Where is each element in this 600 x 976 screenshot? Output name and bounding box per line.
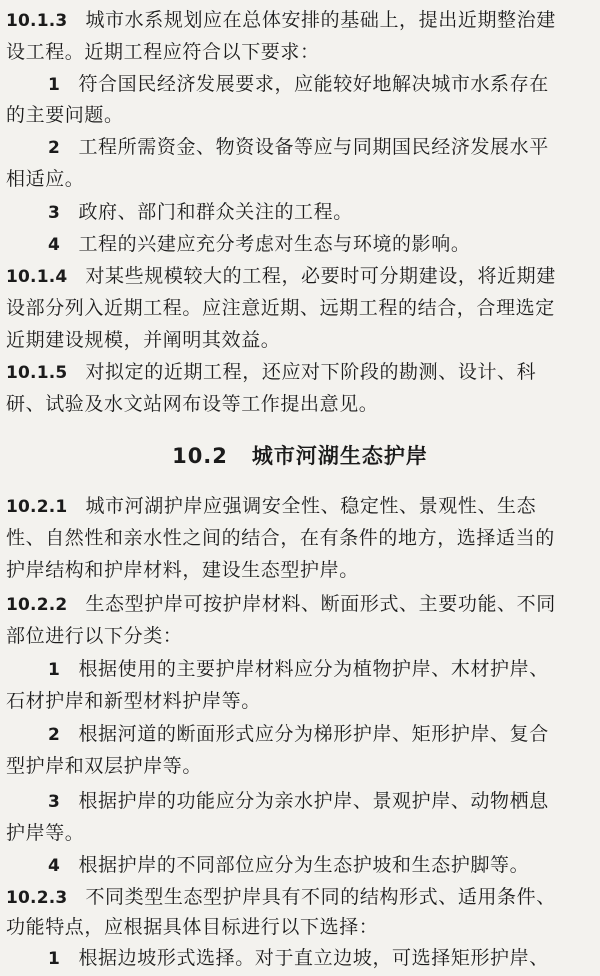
item-number: 4 [48,856,61,876]
clause-10-2-3-line-1 [6,883,592,912]
item-text: 工程所需资金、物资设备等应与同期国民经济发展水平 [78,136,549,158]
clause-10-1-3-line-1 [6,6,592,35]
item-number: 4 [48,235,61,255]
item-text: 根据边坡形式选择。对于直立边坡，可选择矩形护岸、 [78,947,549,969]
item-4-line-1 [48,230,592,259]
item-number: 1 [48,949,61,969]
clause-10-1-4-line-3: 近期建设规模，并阐明其效益。 [6,329,281,351]
item-1-line-1 [48,655,592,684]
item-2-line-2: 型护岸和双层护岸等。 [6,755,203,777]
clause-10-2-2-line-1 [6,590,592,619]
clause-10-2-1-line-3: 护岸结构和护岸材料，建设生态型护岸。 [6,559,359,581]
clause-10-1-3-line-2: 设工程。近期工程应符合以下要求： [6,41,320,63]
item-1-line-2: 石材护岸和新型材料护岸等。 [6,690,261,712]
clause-10-2-3-line-2: 功能特点，应根据具体目标进行以下选择： [6,916,379,938]
item-number: 2 [48,138,61,158]
clause-number: 10.2.2 [6,595,68,615]
clause-number: 10.2.1 [6,497,68,517]
clause-10-1-5-line-1 [6,358,592,387]
item-3-line-1 [48,787,592,816]
clause-text: 对拟定的近期工程，还应对下阶段的勘测、设计、科 [85,361,537,383]
item-number: 2 [48,725,61,745]
clause-number: 10.2.3 [6,888,68,908]
item-3-line-2: 护岸等。 [6,822,85,844]
item-1-line-1 [48,70,592,99]
item-number: 3 [48,203,61,223]
item-4-line-1 [48,851,592,880]
section-number: 10.2 [172,444,228,468]
clause-10-1-4-line-2: 设部分列入近期工程。应注意近期、远期工程的结合，合理选定 [6,297,555,319]
clause-text: 城市水系规划应在总体安排的基础上，提出近期整治建 [85,9,556,31]
item-text: 根据护岸的功能应分为亲水护岸、景观护岸、动物栖息 [78,790,549,812]
clause-10-2-1-line-1 [6,492,592,521]
item-text: 政府、部门和群众关注的工程。 [78,201,353,223]
item-2-line-1 [48,133,592,162]
item-text: 工程的兴建应充分考虑对生态与环境的影响。 [78,233,471,255]
clause-number: 10.1.5 [6,363,68,383]
clause-10-2-2-line-2: 部位进行以下分类： [6,625,183,647]
item-number: 1 [48,660,61,680]
clause-text: 不同类型生态型护岸具有不同的结构形式、适用条件、 [85,886,556,908]
item-3-line-1 [48,198,592,227]
clause-10-2-1-line-2: 性、自然性和亲水性之间的结合，在有条件的地方，选择适当的 [6,527,555,549]
item-2-line-1 [48,720,592,749]
item-text: 符合国民经济发展要求，应能较好地解决城市水系存在 [78,73,549,95]
clause-text: 生态型护岸可按护岸材料、断面形式、主要功能、不同 [85,593,556,615]
clause-number: 10.1.3 [6,11,68,31]
item-1-line-1 [48,944,592,973]
item-1-line-2: 的主要问题。 [6,104,124,126]
clause-10-1-4-line-1 [6,262,592,291]
item-text: 根据河道的断面形式应分为梯形护岸、矩形护岸、复合 [78,723,549,745]
item-number: 1 [48,75,61,95]
item-2-line-2: 相适应。 [6,168,85,190]
clause-text: 城市河湖护岸应强调安全性、稳定性、景观性、生态 [85,495,537,517]
clause-text: 对某些规模较大的工程，必要时可分期建设，将近期建 [85,265,556,287]
clause-number: 10.1.4 [6,267,68,287]
section-heading [0,440,600,472]
item-text: 根据护岸的不同部位应分为生态护坡和生态护脚等。 [78,854,530,876]
section-title: 城市河湖生态护岸 [251,444,428,468]
item-text: 根据使用的主要护岸材料应分为植物护岸、木材护岸、 [78,658,549,680]
clause-10-1-5-line-2: 研、试验及水文站网布设等工作提出意见。 [6,393,379,415]
item-number: 3 [48,792,61,812]
